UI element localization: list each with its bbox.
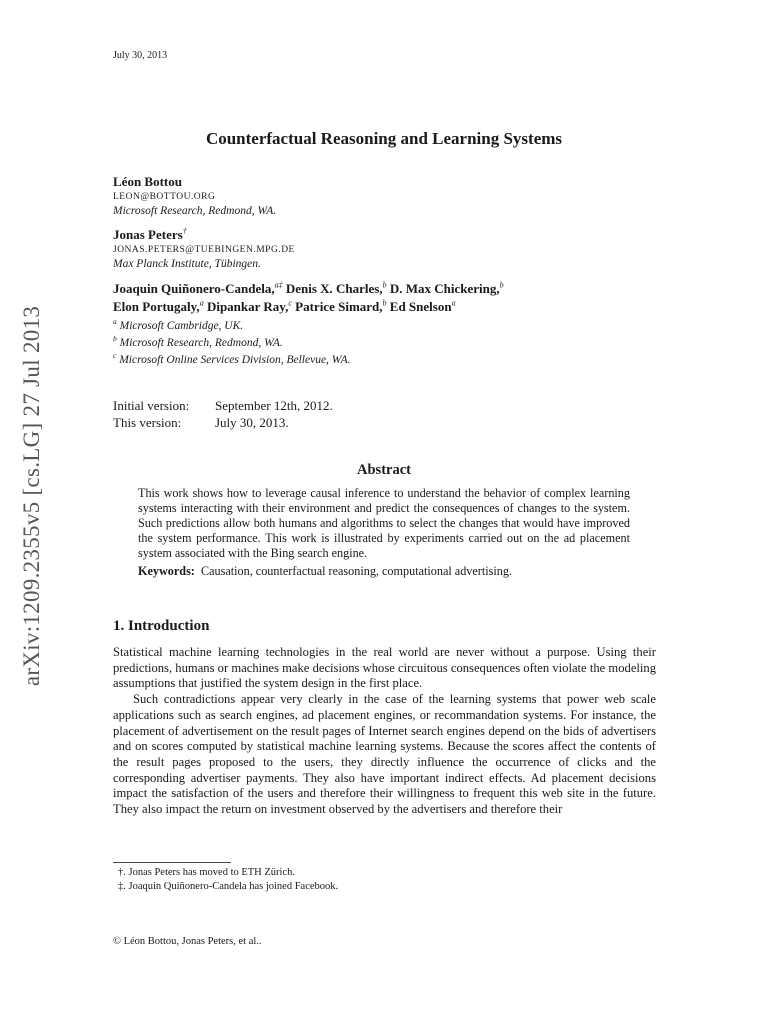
author-email: LEON@BOTTOU.ORG [113,192,216,202]
initial-version: Initial version: September 12th, 2012. [113,398,333,413]
author-sup: c [288,298,292,308]
author-name [113,227,295,243]
affiliation-item: $^a$ Microsoft Cambridge, UK. [113,317,244,332]
footnote-rule [113,862,231,863]
author-email: JONAS.PETERS@TUEBINGEN.MPG.DE [113,245,295,255]
other-authors [113,280,504,316]
version-info [113,397,333,431]
section-body [113,645,656,818]
other-authors-line-1 [113,280,504,298]
paper-title: Counterfactual Reasoning and Learning Systems [205,129,563,148]
footnote: †. Jonas Peters has moved to ETH Zürich. [118,867,296,878]
author-name: Ed Snelson [389,299,452,314]
this-version: This version: July 30, 2013. [113,415,289,430]
author-peters [113,227,295,272]
author-affiliation: Max Planck Institute, Tübingen. [113,258,261,270]
abstract-body [138,486,630,579]
author-sup: b [499,280,504,290]
author-mark: † [182,226,187,236]
footnotes [118,866,338,894]
section-heading: 1. Introduction [113,618,210,634]
author-name: Léon Bottou [113,174,182,189]
affiliation-item: $^c$ Microsoft Online Services Division, Bellevue, WA. [113,351,351,366]
author-sup: a [451,298,456,308]
paragraph: Such contradictions appear very clearly in the case of the learning systems that power web scale applications such as search engines, ad placement engines, or recommandation systems. For instance, the placement of advertisement on the result pages of Internet search engines depend on the bids of advertisers and on scores computed by statistical machine learning systems. Because the scores affect the contents of the result pages proposed to the users, they directly influence the occurrence of clicks and the corresponding advertiser payments. They also have important indirect effects. Ad placement decisions impact the satisfaction of the users and therefore their willingness to frequent this web site in the future. They also impact the return on investment observed by the advertisers and therefore their [113,692,656,817]
author-name: Elon Portugaly, [113,299,200,314]
author-name: Dipankar Ray, [206,299,289,314]
other-authors-line-2 [113,298,504,316]
author-sup: a [199,298,204,308]
author-name: Patrice Simard, [295,299,383,314]
arxiv-stamp-text: arXiv:1209.2355v5 [cs.LG] 27 Jul 2013 [19,305,44,687]
author-bottou [113,174,276,219]
footnote: ‡. Joaquin Quiñonero-Candela has joined Facebook. [118,881,339,892]
author-name: D. Max Chickering, [389,281,500,296]
paragraph: Statistical machine learning technologies in the real world are never without a purpose. Using their predictions, humans or machines make decisions whose circuitous consequences often violate the modeling assumptions that justified the system design in the first place. [113,645,656,691]
abstract-text: This work shows how to leverage causal inference to understand the behavior of complex learning systems interacting with their environment and predict the consequences of changes to the system. Such predictions allow both humans and algorithms to select the changes that would have improved the system performance. This work is illustrated by experiments carried out on the ad placement system associated with the Bing search engine. [138,486,630,560]
copyright-line: © Léon Bottou, Jonas Peters, et al.. [113,936,262,947]
keywords: Keywords: Causation, counterfactual reasoning, computational advertising. [138,564,512,578]
author-sup: b [382,298,387,308]
affiliation-item: $^b$ Microsoft Research, Redmond, WA. [113,334,283,349]
author-sup: a‡ [274,280,283,290]
author-sup: b [382,280,387,290]
header-date: July 30, 2013 [113,50,168,61]
author-name: Joaquin Quiñonero-Candela, [113,281,275,296]
author-name-text: Jonas Peters [113,227,183,242]
abstract-heading: Abstract [357,462,411,478]
affiliation-list [113,318,350,369]
author-affiliation: Microsoft Research, Redmond, WA. [113,205,277,217]
author-name: Denis X. Charles, [285,281,383,296]
